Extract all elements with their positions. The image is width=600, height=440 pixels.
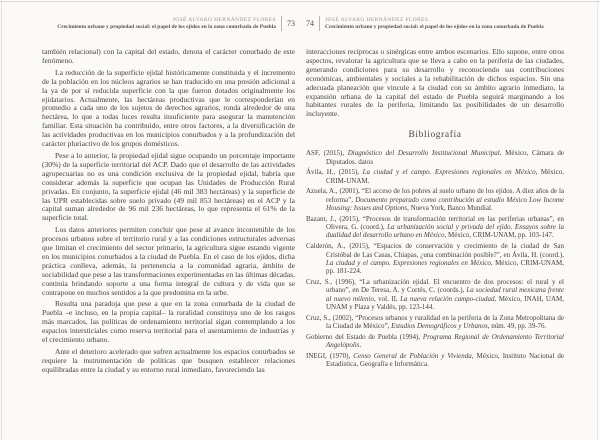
- running-title: Crecimiento urbano y propiedad social: el papel de los ejidos en la zona conurbada de Puebla: [325, 23, 544, 30]
- bibliography-heading: Bibliografía: [408, 130, 462, 141]
- scan-edge-right: [597, 0, 598, 440]
- left-page-body: [42, 48, 295, 375]
- scan-edge-left: [1, 0, 2, 440]
- body-paragraph: Pese a lo anterior, la propiedad ejidal sigue ocupando un porcentaje importante (30%) de la superficie territorial del ACP. Dado que el desarrollo de las actividades agropecuarias no es una condición exclusiva de la propiedad ejidal, habría que considerar además la superficie que ocupan las Unidades de Producción Rural privadas. En conjunto, la superficie ejidal (46 mil 383 hectáreas) y la superficie de las UPR establecidas sobre suelo privado (49 mil 853 hectáreas) en el ACP y la capital suman alrededor de 96 mil 236 hectáreas, lo que representa el 61% de la superficie total.: [42, 150, 295, 223]
- reference-item: Calderón, A., (2015), “Espacios de conservación y crecimiento de la ciudad de San Cristóbal de Las Casas, Chiapas, ¿una combinación posible?”, en Ávila, H. (coord.), La ciudad y el campo. Expresiones regionales en México, México, CRIM-UNAM, pp. 181-224.: [306, 242, 564, 276]
- header-divider: [281, 16, 282, 31]
- page-number-right: 74: [306, 19, 314, 28]
- scan-edge-top: [0, 1, 600, 2]
- reference-item: INEGI, (1970), Censo General de Población y Vivienda, México, Instituto Nacional de Estadística, Geografía e Informática.: [306, 351, 564, 369]
- reference-item: Azuela, A., (2001), “El acceso de los pobres al suelo urbano de los ejidos. A diez años de la reforma”, Documento preparado como contribución al estudio México Low Income Housing: Issues and Options, Nueva York, Banco Mundial.: [306, 187, 564, 213]
- right-page-body: [306, 48, 564, 119]
- reference-item: Cruz, S., (1996), “La urbanización ejidal. El encuentro de dos procesos: el rural y el urbano”, en De Teresa, A. y Cortés, C. (coords.), La sociedad rural mexicana frente al nuevo milenio, vol. II, La nueva relación campo-ciudad, México, INAH, UAM, UNAM y Plaza y Valdés, pp. 123-144.: [306, 277, 564, 311]
- body-paragraph: interacciones recíprocas o sinérgicas entre ambos escenarios. Ello supone, entre otros aspectos, revalorar la agricultura que se lleva a cabo en la periferia de las ciudades, generando condiciones para su desarrollo y reconociendo sus contribuciones económicas, ambientales y sociales a la rehabilitación de dichos espacios. Sin una adecuada planeación que vincule a la ciudad con su ámbito agrario inmediato, la expansión urbana de la capital del estado de Puebla seguirá marginando a los habitantes rurales de la periferia, limitando las posibilidades de un desarrollo incluyente.: [306, 47, 564, 119]
- left-page-header: [42, 16, 295, 31]
- reference-item: Cruz, S., (2002), “Procesos urbanos y ruralidad en la periferia de la Zona Metropolitana de la Ciudad de México”, Estudios Demográficos y Urbanos, núm. 49, pp. 39-76.: [306, 313, 564, 330]
- author-name: JOSÉ ALVARO HERNÁNDEZ FLORES: [172, 16, 276, 23]
- header-divider: [319, 16, 320, 31]
- running-title: Crecimiento urbano y propiedad social: el papel de los ejidos en la zona conurbada de Puebla: [57, 23, 276, 30]
- body-paragraph: La reducción de la superficie ejidal históricamente constituida y el incremento de la población en los núcleos agrarios se han traducido en una presión adicional a la ya de por sí reducida superficie con la que fueron dotados originalmente los ejidatarios. Actualmente, las hectáreas productivas que le corresponderían en promedio a cada uno de los sujetos de derechos agrarios, ronda alrededor de una hectárea, lo que a todas luces resulta insuficiente para asegurar la manutención familiar. Esta situación ha contribuido, entre otros factores, a la diversificación de las actividades productivas en los municipios conurbados y a la profundización del carácter pluriactivo de los grupos domésticos.: [42, 67, 295, 149]
- left-page: [42, 16, 295, 378]
- right-page: [306, 16, 564, 371]
- left-header-text: [57, 16, 276, 31]
- reference-item: Gobierno del Estado de Puebla (1994), Programa Regional de Ordenamiento Territorial Angelópolis.: [306, 332, 564, 349]
- reference-item: ASF, (2015), Diagnóstico del Desarrollo Institucional Municipal, México, Cámara de Diputados. datos: [306, 149, 564, 166]
- author-name: JOSÉ ALVARO HERNÁNDEZ FLORES: [325, 16, 429, 23]
- body-paragraph: Ante el deterioro acelerado que sufren actualmente los espacios conurbados se requiere la instrumentación de políticas que busquen establecer relaciones equilibradas entre la ciudad y su entorno rural inmediato, favoreciendo las: [42, 347, 295, 374]
- page-number-left: 73: [287, 19, 295, 28]
- body-paragraph: Resulta una paradoja que pese a que en la zona conurbada de la ciudad de Puebla –e incluso, en la propia capital– la ruralidad constituya uno de los rasgos más marcados, las políticas de ordenamiento territorial sigan contemplando a los espacios intersticiales como reserva territorial para el asentamiento de industrias y el crecimiento urbano.: [42, 299, 295, 345]
- right-page-header: [306, 16, 564, 31]
- reference-item: Bazant, J., (2015), “Procesos de transformación territorial en las periferias urbanas”, en Olivera, G. (coord.), La urbanización social y privada del ejido. Ensayos sobre la dualidad del desarrollo urbano en México, México, CRIM-UNAM, pp. 103-147.: [306, 214, 564, 240]
- body-paragraph: Los datos anteriores permiten concluir que pese al avance incontenible de los procesos urbanos sobre el territorio rural y a las condiciones estructurales adversas que limitan el crecimiento del sector primario, la agricultura sigue estando vigente en los municipios conurbados a la ciudad de Puebla. En el caso de los ejidos, dicha práctica conlleva, además, la pertenencia a la comunidad agraria, ámbito de sociabilidad que pese a las transformaciones experimentadas en las últimas décadas, continúa brindando soporte a una forma integral de cultura y de vida que se contrapone en muchos sentidos a la que predomina en la urbe.: [42, 225, 295, 297]
- body-paragraph: también relacional) con la capital del estado, denota el carácter conurbado de este fenómeno.: [42, 47, 295, 65]
- reference-list: [306, 149, 564, 368]
- right-header-text: [325, 16, 544, 31]
- reference-item: Ávila, H., (2015), La ciudad y el campo. Expresiones regionales en México, México, CRIM-UNAM.: [306, 168, 564, 185]
